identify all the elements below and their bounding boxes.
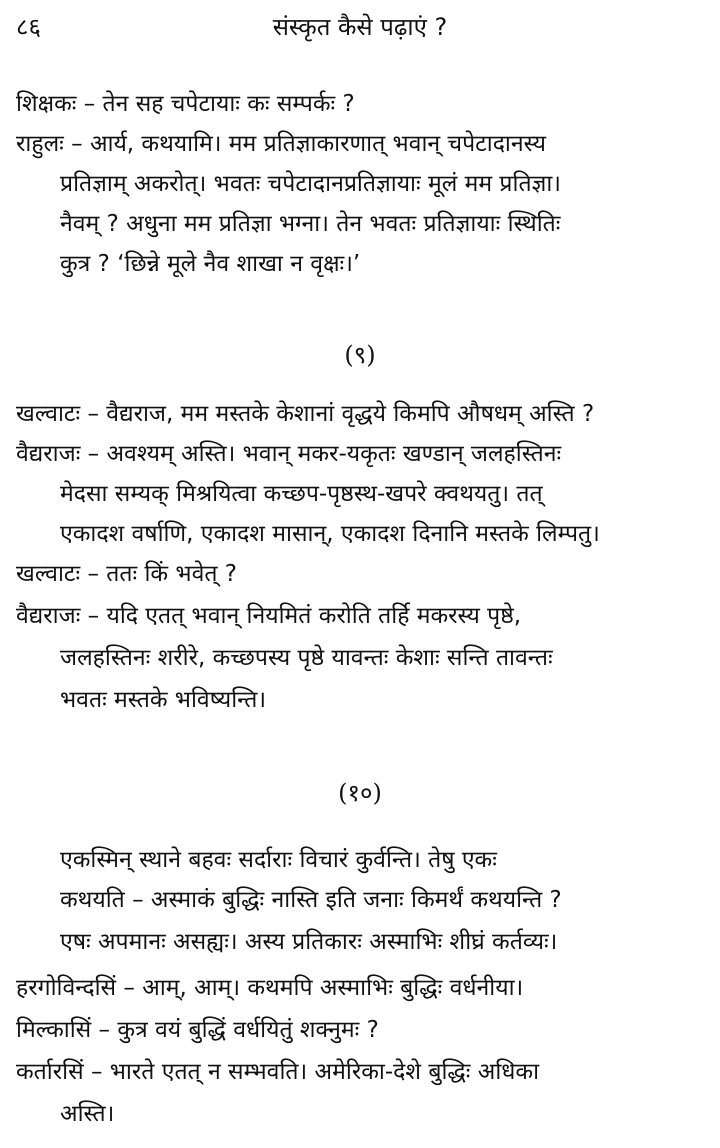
page-number: ८६ <box>16 13 41 41</box>
dialogue-line: कुत्र ? ‘छिन्ने मूले नैव शाखा न वृक्षः।’ <box>60 251 361 277</box>
dialogue-line: वैद्यराजः – अवश्यम् अस्ति। भवान् मकर-यकृतः खण्डान् जलहस्तिनः <box>16 441 562 467</box>
dialogue-line: कर्तारसिं – भारते एतत् न सम्भवति। अमेरिका-देशे बुद्धिः अधिका <box>16 1059 540 1085</box>
dialogue-line: भवतः मस्तके भविष्यन्ति। <box>60 687 267 713</box>
narration-line: कथयति – अस्माकं बुद्धिः नास्ति इति जनाः किमर्थं कथयन्ति ? <box>60 887 562 913</box>
running-title: संस्कृत कैसे पढ़ाएं ? <box>272 13 448 41</box>
dialogue-line: प्रतिज्ञाम् अकरोत्। भवतः चपेटादानप्रतिज्ञायाः मूलं मम प्रतिज्ञा। <box>60 171 561 197</box>
dialogue-line: हरगोविन्दसिं – आम्, आम्। कथमपि अस्माभिः बुद्धिः वर्धनीया। <box>16 975 524 1001</box>
dialogue-line: जलहस्तिनः शरीरे, कच्छपस्य पृष्ठे यावन्तः केशाः सन्ति तावन्तः <box>60 645 553 671</box>
section-number-9: (९) <box>344 341 376 369</box>
dialogue-line: खल्वाटः – ततः किं भवेत् ? <box>16 561 237 587</box>
dialogue-line: नैवम् ? अधुना मम प्रतिज्ञा भग्ना। तेन भवतः प्रतिज्ञायाः स्थितिः <box>60 211 561 237</box>
dialogue-line: राहुलः – आर्य, कथयामि। मम प्रतिज्ञाकारणात् भवान् चपेटादानस्य <box>16 131 546 157</box>
dialogue-line: अस्ति। <box>60 1101 115 1127</box>
dialogue-line: खल्वाटः – वैद्यराज, मम मस्तके केशानां वृद्धये किमपि औषधम् अस्ति ? <box>16 401 595 427</box>
page-header <box>0 10 720 50</box>
dialogue-line: मिल्कासिं – कुत्र वयं बुद्धिं वर्धयितुं शक्नुमः ? <box>16 1017 379 1043</box>
dialogue-line: वैद्यराजः – यदि एतत् भवान् नियमितं करोति तर्हि मकरस्य पृष्ठे, <box>16 603 522 629</box>
dialogue-line: एकादश वर्षाणि, एकादश मासान्, एकादश दिनानि मस्तके लिम्पतु। <box>60 521 600 547</box>
narration-line: एकस्मिन् स्थाने बहवः सर्दाराः विचारं कुर्वन्ति। तेषु एकः <box>60 847 497 873</box>
section-number-10: (१०) <box>338 779 382 807</box>
dialogue-line: शिक्षकः – तेन सह चपेटायाः कः सम्पर्कः ? <box>16 91 355 117</box>
narration-line: एषः अपमानः असह्यः। अस्य प्रतिकारः अस्माभिः शीघ्रं कर्तव्यः। <box>60 929 558 955</box>
dialogue-line: मेदसा सम्यक् मिश्रयित्वा कच्छप-पृष्ठस्थ-खपरे क्वथयतु। तत् <box>60 481 543 507</box>
